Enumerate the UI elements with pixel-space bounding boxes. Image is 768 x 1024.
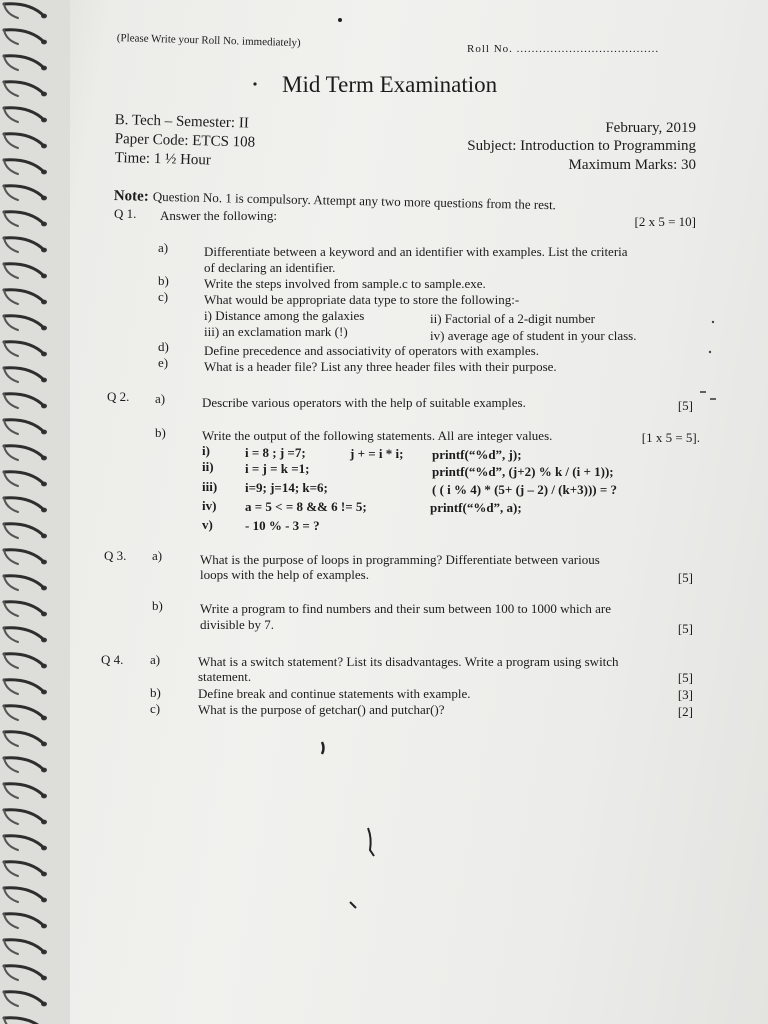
exam-subject: Subject: Introduction to Programming <box>467 138 696 154</box>
q4-b-marks: [3] <box>677 687 693 702</box>
exam-date: February, 2019 <box>605 120 696 136</box>
q2-b-iv-code1: a = 5 < = 8 && 6 != 5; <box>245 499 367 514</box>
q1-b-label: b) <box>158 273 169 288</box>
q3-b-label: b) <box>152 598 163 613</box>
q2-a-text: Describe various operators with the help of suitable examples. <box>202 395 526 410</box>
q2-b-i-label: i) <box>202 443 210 458</box>
roll-number-field: Roll No. ...................................... <box>467 43 660 55</box>
q1-d-label: d) <box>158 339 169 354</box>
q2-b-ii-code2: printf(“%d”, (j+2) % k / (i + 1)); <box>432 464 614 479</box>
q1-c-iv: iv) average age of student in your class. <box>430 328 637 343</box>
q2-b-ii-label: ii) <box>202 459 214 474</box>
q1-b-text: Write the steps involved from sample.c to sample.exe. <box>204 276 486 291</box>
q4-a-line1: What is a switch statement? List its disadvantages. Write a program using switch <box>198 654 619 669</box>
q1-c-ii: ii) Factorial of a 2-digit number <box>430 311 595 326</box>
q4-a-line2: statement. <box>198 669 252 684</box>
q1-marks: [2 x 5 = 10] <box>634 214 696 229</box>
q3-b-marks: [5] <box>677 621 693 636</box>
q3-a-line1: What is the purpose of loops in programming? Differentiate between various <box>200 552 600 567</box>
q1-e-text: What is a header file? List any three header files with their purpose. <box>204 359 557 374</box>
maximum-marks: Maximum Marks: 30 <box>568 157 696 173</box>
q1-number: Q 1. <box>114 206 137 221</box>
q2-number: Q 2. <box>107 389 130 404</box>
q1-c-i: i) Distance among the galaxies <box>204 308 365 323</box>
q4-b-text: Define break and continue statements with example. <box>198 686 471 701</box>
q3-b-line1: Write a program to find numbers and their sum between 100 to 1000 which are <box>200 601 612 616</box>
q4-number: Q 4. <box>101 652 124 667</box>
q2-b-iii-label: iii) <box>202 479 218 494</box>
q3-number: Q 3. <box>104 548 127 563</box>
q2-b-ii-code1: i = j = k =1; <box>245 461 310 476</box>
q4-b-label: b) <box>150 685 161 700</box>
q3-a-label: a) <box>152 548 163 563</box>
q2-b-label: b) <box>155 425 166 440</box>
q2-b-iii-code1: i=9; j=14; k=6; <box>245 480 328 495</box>
q1-a-line2: of declaring an identifier. <box>204 260 336 275</box>
q4-c-marks: [2] <box>677 704 693 719</box>
q1-c-label: c) <box>158 289 169 304</box>
q4-c-text: What is the purpose of getchar() and putchar()? <box>198 702 445 717</box>
q4-a-label: a) <box>150 652 161 667</box>
exam-title: Mid Term Examination <box>282 72 498 97</box>
q2-a-marks: [5] <box>677 398 693 413</box>
exam-time: Time: 1 ½ Hour <box>114 150 212 169</box>
q2-b-marks: [1 x 5 = 5]. <box>641 430 700 445</box>
note-label: Note: <box>113 187 149 205</box>
q1-a-label: a) <box>158 240 169 255</box>
q1-d-text: Define precedence and associativity of operators with examples. <box>204 343 539 358</box>
q3-b-line2: divisible by 7. <box>200 617 275 632</box>
roll-number-instruction: (Please Write your Roll No. immediately) <box>116 32 301 50</box>
q1-instruction: Answer the following: <box>160 208 277 223</box>
course-semester: B. Tech – Semester: II <box>114 112 250 132</box>
q2-b-i-code2: j + = i * i; <box>350 446 404 461</box>
q1-a-line1: Differentiate between a keyword and an identifier with examples. List the criteria <box>204 244 628 259</box>
q3-a-line2: loops with the help of examples. <box>200 567 369 582</box>
q4-c-label: c) <box>150 701 161 716</box>
q1-c-iii: iii) an exclamation mark (!) <box>204 324 348 339</box>
q3-a-marks: [5] <box>677 570 693 585</box>
q2-b-i-code1: i = 8 ; j =7; <box>245 445 306 460</box>
q2-b-iii-code2: ( ( i % 4) * (5+ (j – 2) / (k+3))) = ? <box>432 482 618 497</box>
q1-c-text: What would be appropriate data type to store the following:- <box>204 292 520 307</box>
q4-a-marks: [5] <box>677 670 693 685</box>
note-text: Question No. 1 is compulsory. Attempt any two more questions from the rest. <box>152 188 557 213</box>
q1-e-label: e) <box>158 355 169 370</box>
q2-b-i-code3: printf(“%d”, j); <box>432 447 522 462</box>
q2-b-v-code1: - 10 % - 3 = ? <box>245 518 320 533</box>
q2-b-iv-label: iv) <box>202 498 217 513</box>
q2-b-text: Write the output of the following statements. All are integer values. <box>202 428 553 443</box>
q2-a-label: a) <box>155 391 166 406</box>
q2-b-iv-code2: printf(“%d”, a); <box>430 500 522 515</box>
q2-b-v-label: v) <box>202 517 213 532</box>
paper-code: Paper Code: ETCS 108 <box>114 131 256 151</box>
